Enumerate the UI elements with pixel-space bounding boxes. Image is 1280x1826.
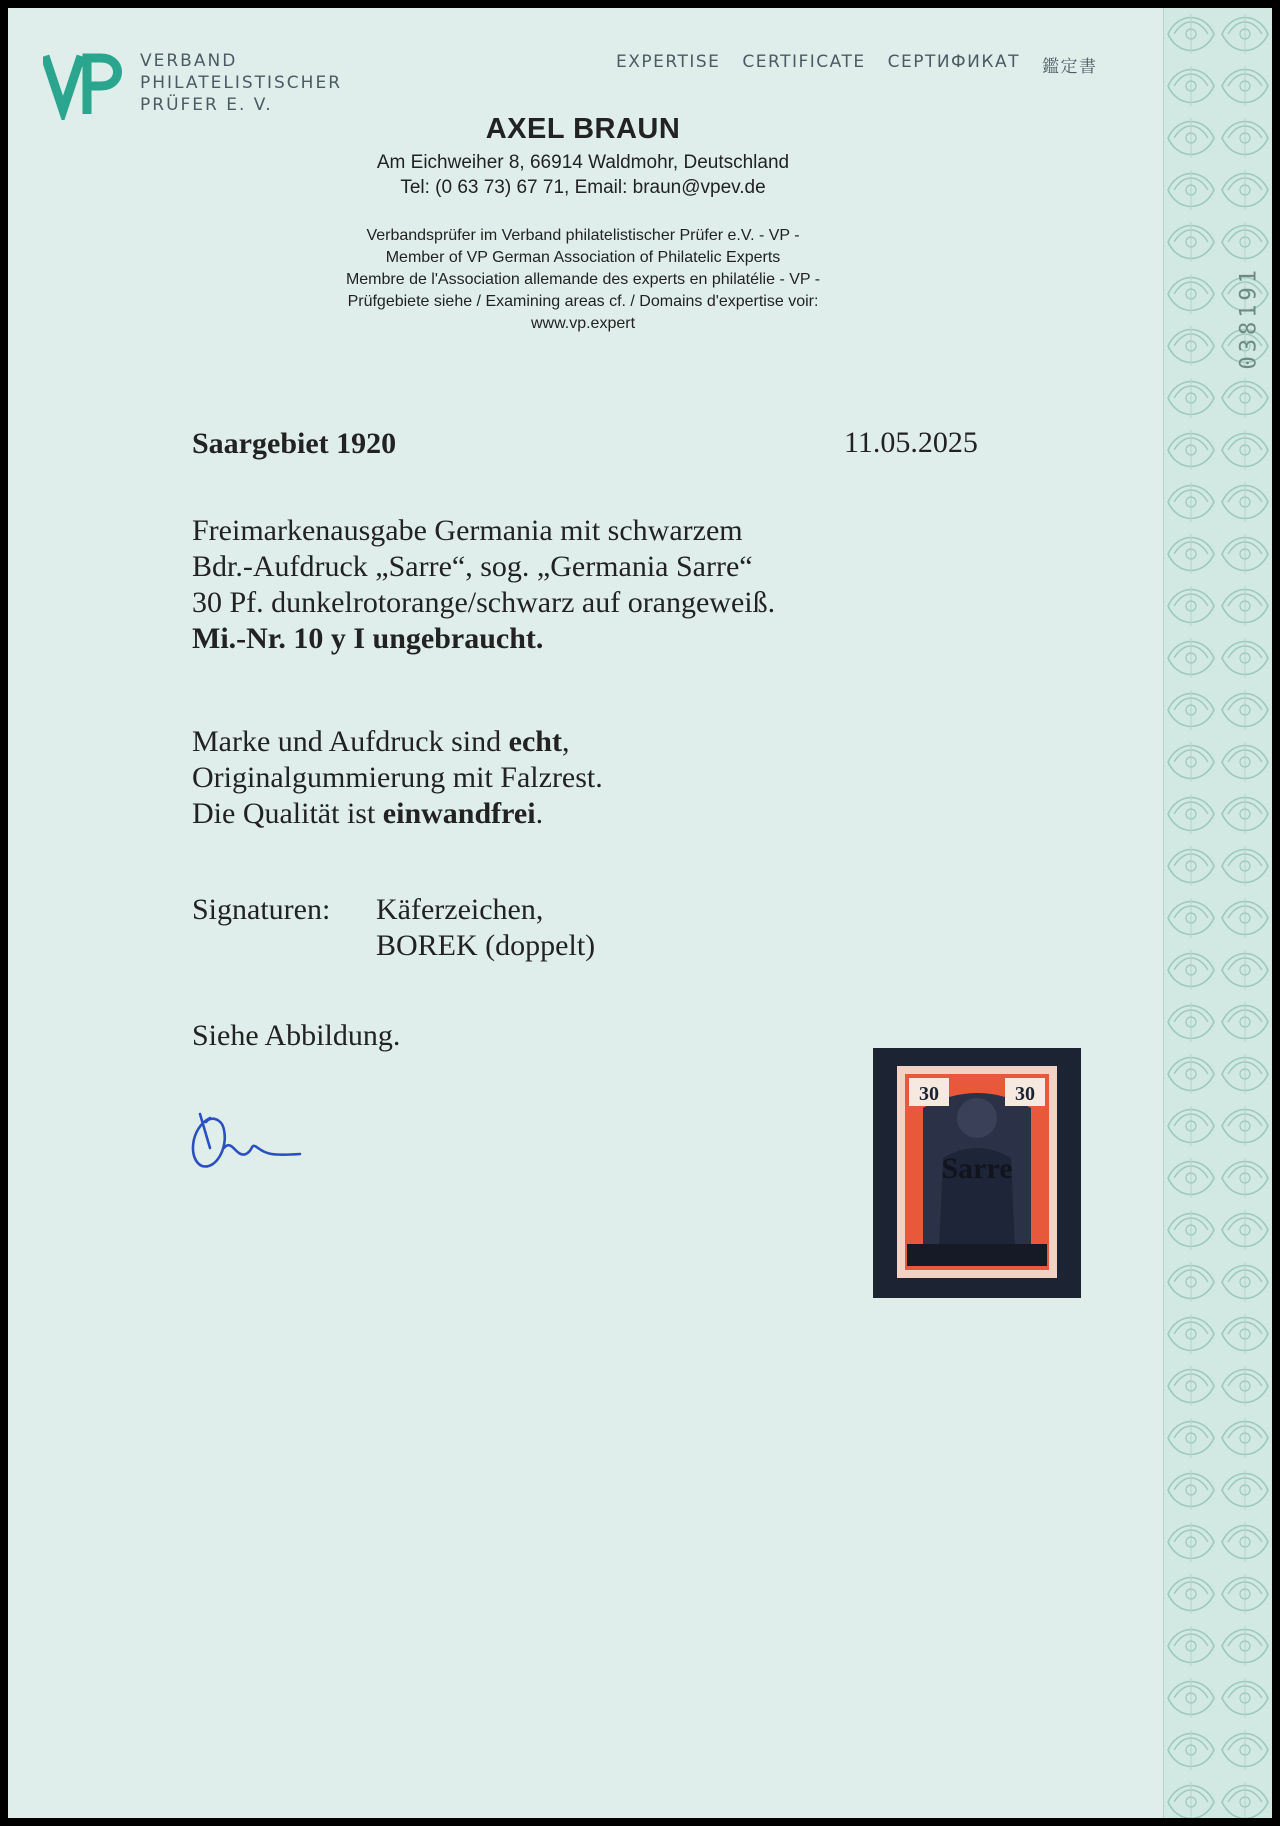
title-certificate: CERTIFICATE xyxy=(742,52,866,72)
title-expertise: EXPERTISE xyxy=(616,52,721,72)
certificate-subject: Saargebiet 1920 xyxy=(192,427,397,460)
serial-number: 038191 xyxy=(1236,266,1261,370)
stamp-overprint: Sarre xyxy=(941,1152,1013,1185)
expert-contact: Tel: (0 63 73) 67 71, Email: braun@vpev.de xyxy=(400,177,766,198)
website-link[interactable]: www.vp.expert xyxy=(530,315,636,332)
expert-address: Am Eichweiher 8, 66914 Waldmohr, Deutschland xyxy=(376,152,790,173)
organization-name: VERBAND PHILATELISTISCHER PRÜFER E. V. xyxy=(140,51,343,115)
membership-statement: Verbandsprüfer im Verband philatelistischer Prüfer e.V. - VP - Member of VP German Association of Philatelic Experts Membre de l'Association allemande des experts en philatélie - VP - Prüfgebiete siehe / Examining areas cf. / Domains d'expertise voir: www.vp.expert xyxy=(188,225,978,335)
verdict: Marke und Aufdruck sind echt, Originalgummierung mit Falzrest. Die Qualität ist einwandfrei. xyxy=(192,725,603,830)
expert-signature xyxy=(180,1108,320,1178)
signatures-label: Signaturen: xyxy=(192,893,331,926)
stamp-illustration xyxy=(873,1048,1081,1298)
certificate-sheet xyxy=(8,8,1272,1818)
certificate-titles xyxy=(616,52,1097,77)
vp-logo xyxy=(43,50,123,120)
stamp-value-right: 30 xyxy=(1015,1083,1035,1105)
signatures-list: Käferzeichen, BOREK (doppelt) xyxy=(376,893,596,962)
catalog-number: Mi.-Nr. 10 y I ungebraucht. xyxy=(192,622,544,655)
title-sertifikat: СЕРТИФИКАТ xyxy=(887,52,1020,72)
stamp-image xyxy=(873,1048,1081,1298)
stamp-description: Freimarkenausgabe Germania mit schwarzem Bdr.-Aufdruck „Sarre“, sog. „Germania Sarre“ 30 Pf. dunkelrotorange/schwarz auf orangeweiß. Mi.-Nr. 10 y I ungebraucht. xyxy=(192,514,776,655)
stamp-value-left: 30 xyxy=(919,1083,939,1105)
expert-name: AXEL BRAUN xyxy=(485,113,681,145)
certificate-date: 11.05.2025 xyxy=(844,426,978,459)
title-kanteisho: 鑑定書 xyxy=(1041,57,1098,77)
see-image-note: Siehe Abbildung. xyxy=(192,1019,401,1052)
